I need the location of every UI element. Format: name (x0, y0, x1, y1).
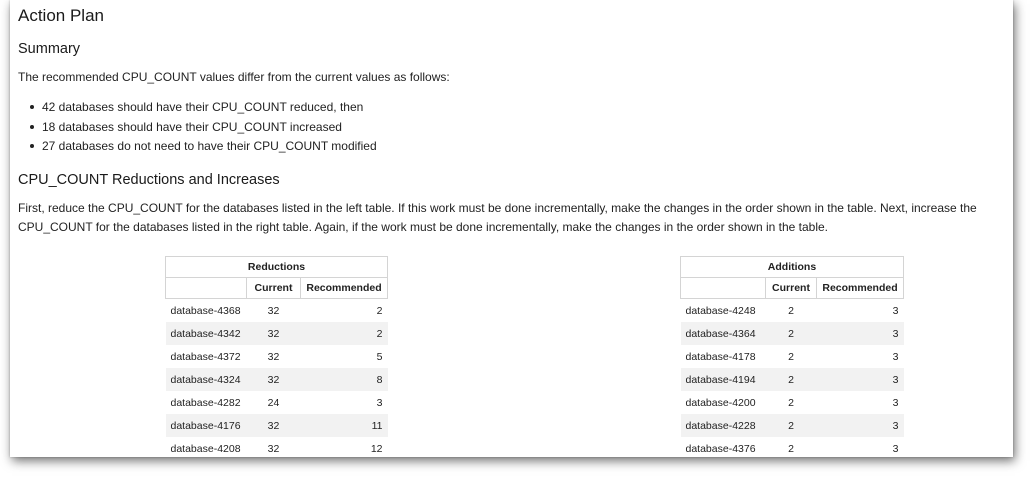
current-value: 2 (788, 350, 794, 363)
database-name: database-4372 (170, 350, 241, 363)
database-name: database-4200 (685, 396, 756, 409)
recommended-value: 8 (301, 368, 388, 391)
column-header: Recommended (817, 278, 904, 299)
current-value: 32 (267, 442, 280, 455)
database-name: database-4248 (685, 304, 756, 317)
current-value: 2 (788, 442, 794, 455)
current-value: 32 (267, 304, 280, 317)
current-value: 32 (247, 322, 301, 345)
table-row (681, 414, 904, 437)
recommended-value: 2 (376, 304, 383, 317)
section-text: First, reduce the CPU_COUNT for the databases listed in the left table. If this work must be done incrementally, make the changes in the order shown in the table. Next, increase the CPU_COUNT for the databases listed in the right table. Again, if the work must be done incrementally, make the changes in the order shown in the table. (18, 201, 977, 234)
list-item: 27 databases do not need to have their CPU_COUNT modified (18, 137, 377, 157)
database-name: database-4228 (681, 414, 766, 437)
current-value: 2 (766, 368, 817, 391)
table-row (681, 322, 904, 345)
recommended-value: 3 (817, 322, 904, 345)
database-name: database-4368 (170, 304, 241, 317)
column-header (681, 278, 766, 299)
additions-table-title: Additions (681, 257, 904, 278)
current-value: 2 (766, 414, 817, 437)
section-heading: CPU_COUNT Reductions and Increases (18, 172, 280, 188)
recommended-value: 3 (817, 368, 904, 391)
recommended-value: 3 (892, 396, 899, 409)
page-title: Action Plan (18, 6, 104, 25)
recommended-value: 3 (892, 350, 899, 363)
database-name: database-4176 (166, 414, 247, 437)
reductions-table-title: Reductions (166, 257, 388, 278)
database-name: database-4178 (685, 350, 756, 363)
recommended-value: 5 (376, 350, 383, 363)
current-value: 32 (267, 350, 280, 363)
recommended-value: 2 (301, 322, 388, 345)
table-row (166, 368, 388, 391)
table-row (681, 391, 904, 414)
column-header: Current (247, 278, 301, 299)
current-value: 24 (267, 396, 280, 409)
database-name: database-4194 (681, 368, 766, 391)
summary-text: The recommended CPU_COUNT values differ from the current values as follows: (18, 70, 450, 84)
recommended-value: 11 (301, 414, 388, 437)
list-item: 18 databases should have their CPU_COUNT increased (18, 118, 377, 138)
current-value: 2 (788, 396, 794, 409)
additions-table (680, 256, 904, 457)
recommended-value: 3 (817, 414, 904, 437)
table-row (681, 345, 904, 368)
column-header (166, 278, 247, 299)
table-row (166, 391, 388, 414)
database-name: database-4342 (166, 322, 247, 345)
column-header: Current (766, 278, 817, 299)
recommended-value: 3 (376, 396, 383, 409)
table-row (166, 322, 388, 345)
database-name: database-4376 (685, 442, 756, 455)
column-header: Recommended (301, 278, 388, 299)
reductions-table (165, 256, 388, 457)
database-name: database-4364 (681, 322, 766, 345)
table-row (166, 414, 388, 437)
list-item: 42 databases should have their CPU_COUNT reduced, then (18, 98, 377, 118)
current-value: 2 (766, 322, 817, 345)
report-window (10, 0, 1013, 457)
table-row (681, 299, 904, 323)
table-row (166, 299, 388, 323)
recommended-value: 3 (892, 442, 899, 455)
database-name: database-4324 (166, 368, 247, 391)
summary-heading: Summary (18, 41, 81, 57)
summary-list (18, 98, 377, 157)
table-row (681, 368, 904, 391)
table-row (681, 437, 904, 457)
table-row (166, 437, 388, 457)
current-value: 2 (788, 304, 794, 317)
table-row (166, 345, 388, 368)
current-value: 32 (247, 414, 301, 437)
database-name: database-4282 (170, 396, 241, 409)
database-name: database-4208 (170, 442, 241, 455)
current-value: 32 (247, 368, 301, 391)
recommended-value: 12 (370, 442, 383, 455)
recommended-value: 3 (892, 304, 899, 317)
